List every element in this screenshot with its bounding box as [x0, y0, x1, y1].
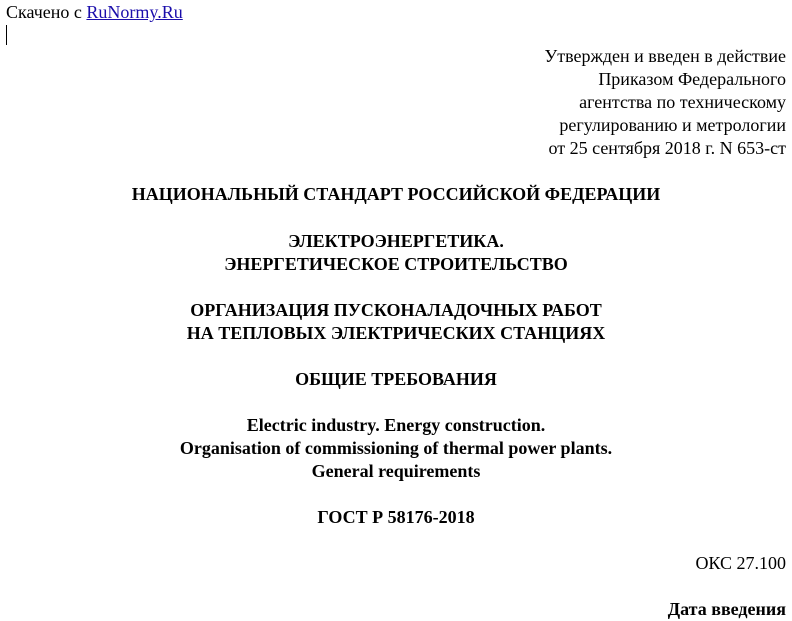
document-title — [0, 299, 792, 345]
english-title — [0, 414, 792, 483]
approval-line: Приказом Федерального — [598, 69, 786, 89]
english-line: Organisation of commissioning of thermal power plants. — [179, 438, 613, 458]
title-line: НА ТЕПЛОВЫХ ЭЛЕКТРИЧЕСКИХ СТАНЦИЯХ — [186, 323, 606, 343]
gost-code-heading — [0, 506, 792, 529]
intro-date-label: Дата введения — [667, 599, 786, 619]
english-line: Electric industry. Energy construction. — [246, 415, 546, 435]
gost-code: ГОСТ Р 58176-2018 — [317, 507, 475, 527]
national-standard-title: НАЦИОНАЛЬНЫЙ СТАНДАРТ РОССИЙСКОЙ ФЕДЕРАЦИИ — [131, 184, 661, 204]
approval-line: от 25 сентября 2018 г. N 653-ст — [548, 138, 786, 158]
subtitle-heading — [0, 368, 792, 391]
runormy-link[interactable]: RuNormy.Ru — [86, 2, 183, 22]
approval-line: регулированию и метрологии — [559, 115, 786, 135]
national-standard-heading — [0, 183, 792, 206]
oks-code: ОКС 27.100 — [695, 553, 786, 573]
download-source-line — [6, 1, 183, 24]
domain-line: ЭНЕРГЕТИЧЕСКОЕ СТРОИТЕЛЬСТВО — [224, 254, 568, 274]
title-line: ОРГАНИЗАЦИЯ ПУСКОНАЛАДОЧНЫХ РАБОТ — [190, 300, 602, 320]
download-prefix: Скачено с — [6, 2, 87, 22]
approval-line: агентства по техническому — [579, 92, 786, 112]
text-cursor — [6, 25, 7, 45]
approval-block — [544, 45, 786, 160]
english-line: General requirements — [311, 461, 481, 481]
subtitle: ОБЩИЕ ТРЕБОВАНИЯ — [295, 369, 497, 389]
domain-heading — [0, 230, 792, 276]
approval-line: Утвержден и введен в действие — [544, 46, 786, 66]
domain-line: ЭЛЕКТРОЭНЕРГЕТИКА. — [288, 231, 504, 251]
